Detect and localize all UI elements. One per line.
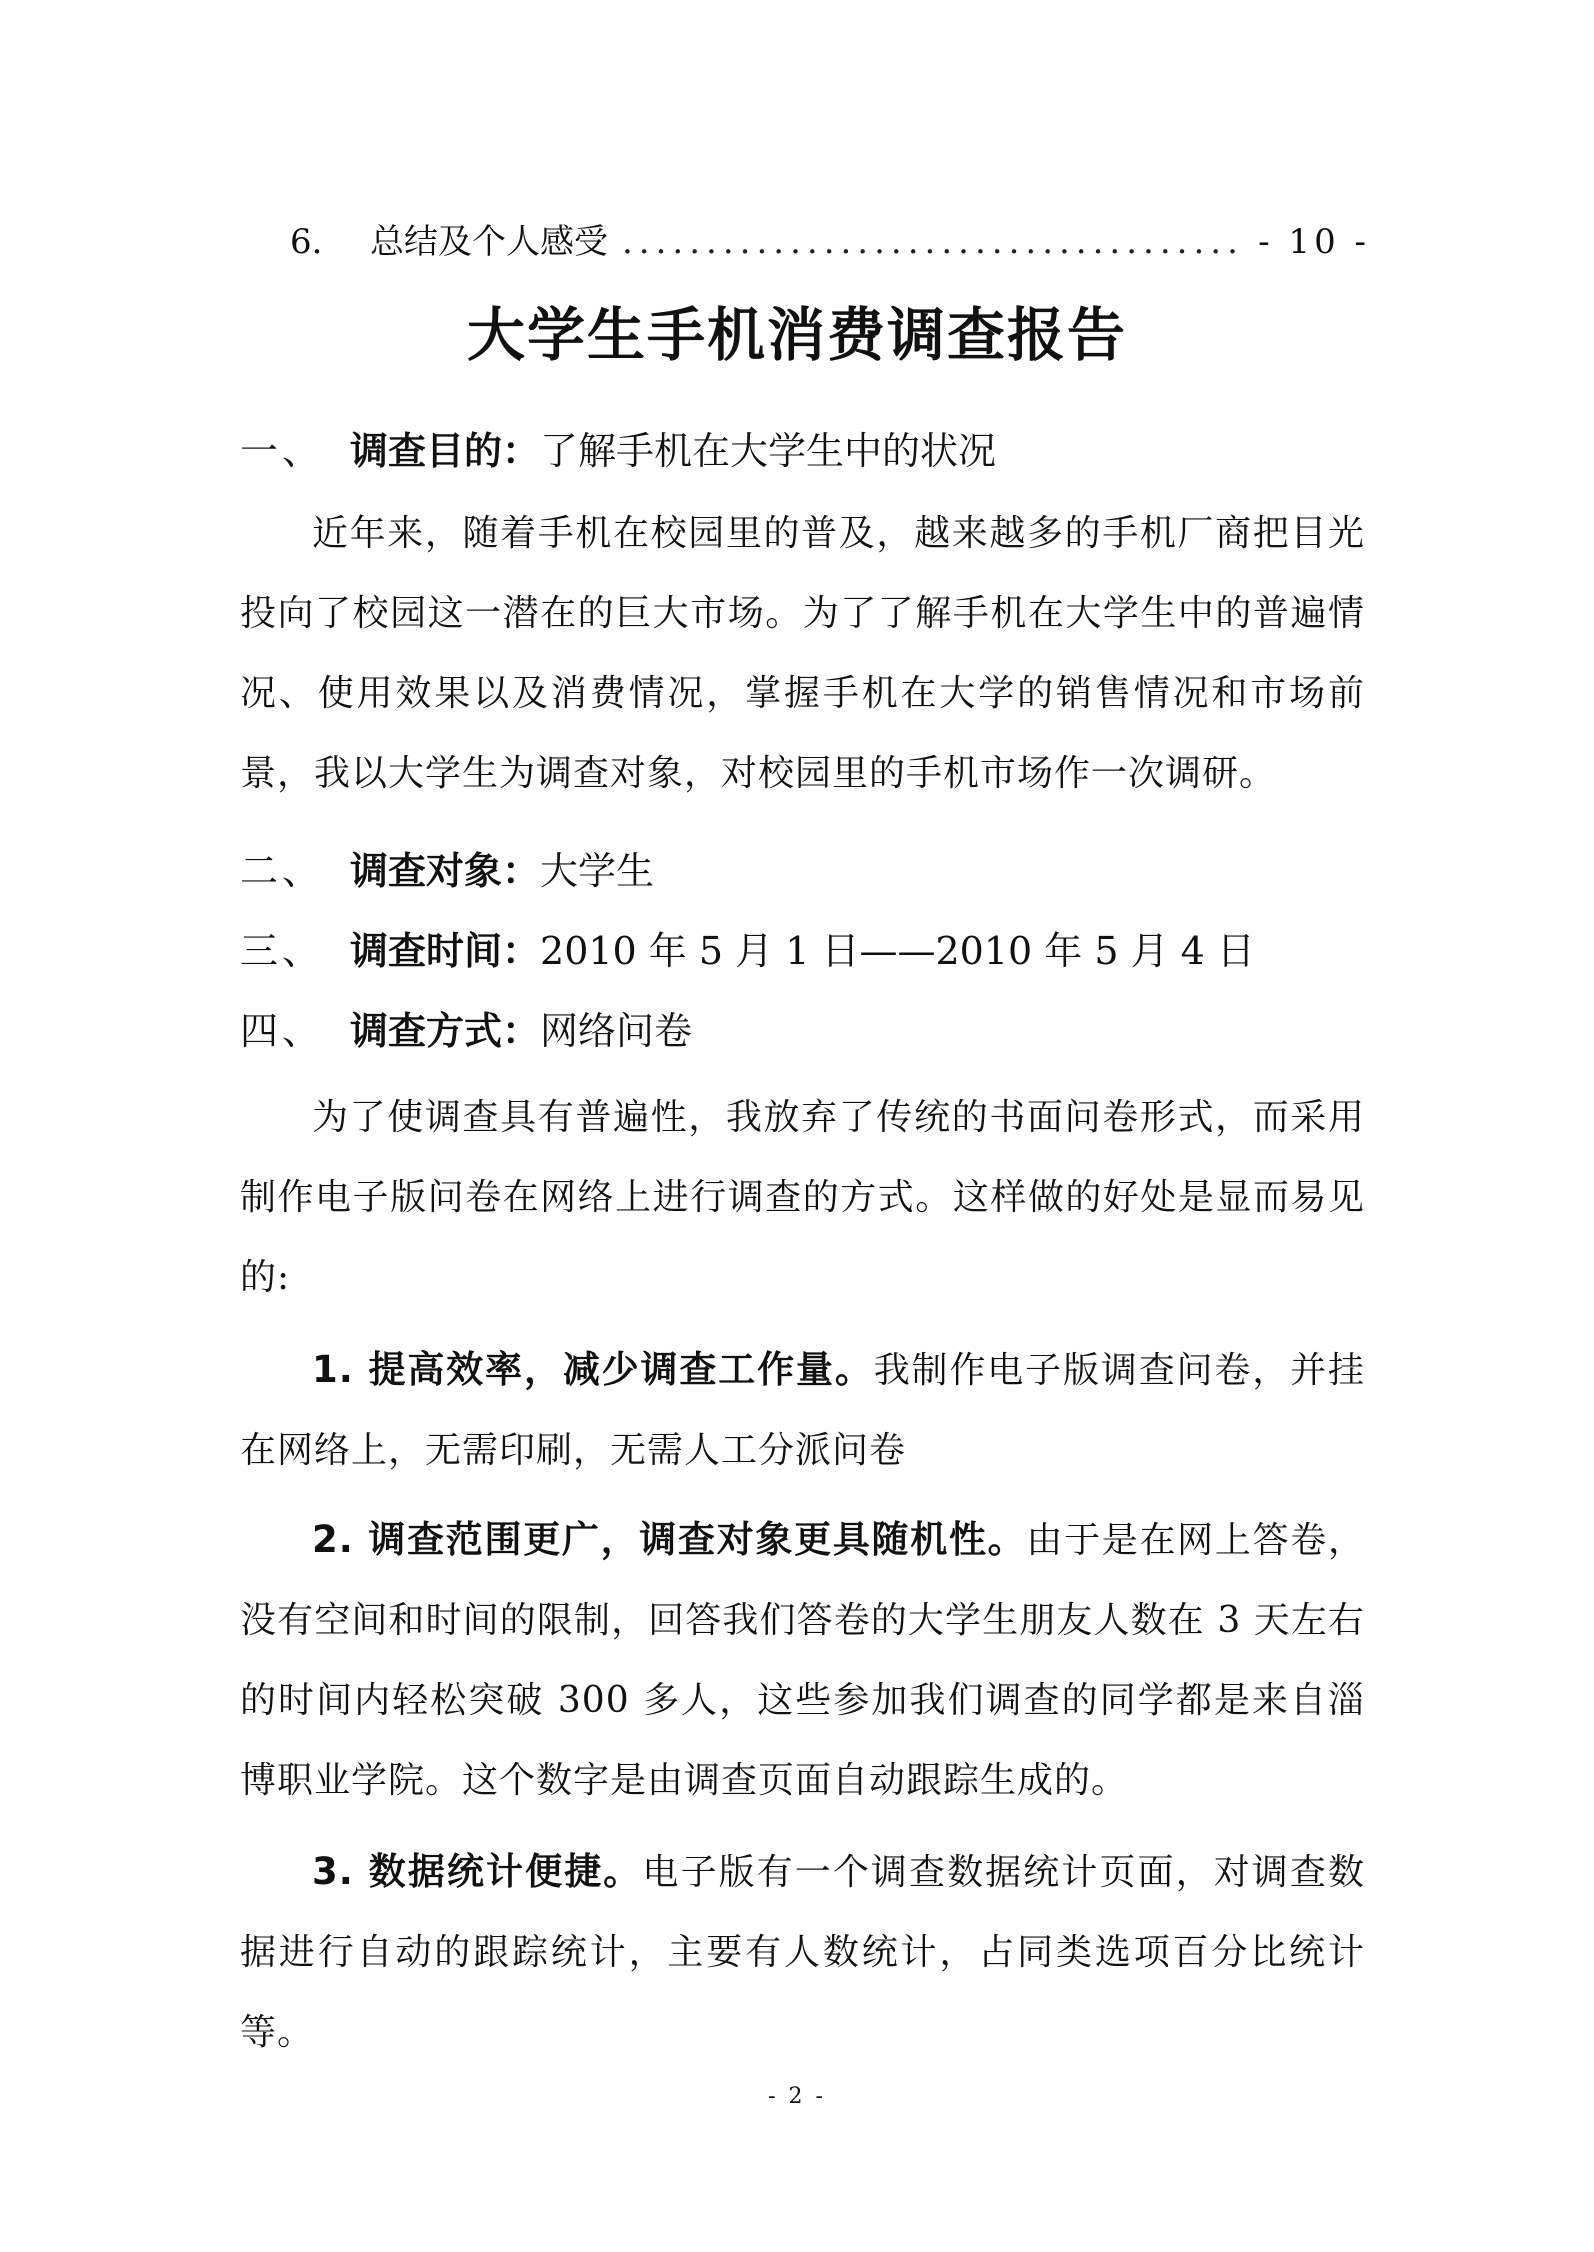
section-heading-purpose [240,420,996,475]
document-title: 大学生手机消费调查报告 [466,301,1127,369]
point-statistics [240,1832,1365,2073]
section-number: 一、 [240,429,325,473]
toc-entry[interactable] [290,214,1370,263]
section-number: 二、 [240,849,325,893]
section-label: 调查目的： [350,429,541,473]
purpose-paragraph: 近年来，随着手机在校园里的普及，越来越多的手机厂商把目光投向了校园这一潜在的巨大市场。为了了解手机在大学生中的普遍情况、使用效果以及消费情况，掌握手机在大学的销售情况和市场前景，我以大学生为调查对象，对校园里的手机市场作一次调研。 [240,513,1365,794]
point-text: 电子版有一个调查数据统计页面，对调查数据进行自动的跟踪统计，主要有人数统计，占同类选项百分比统计等。 [240,1852,1365,2053]
section-label: 调查时间： [350,929,541,973]
method-paragraph: 为了使调查具有普遍性，我放弃了传统的书面问卷形式，而采用制作电子版问卷在网络上进行调查的方式。这样做的好处是显而易见的: [240,1097,1365,1298]
section-heading-method [240,1000,692,1055]
section-value: 网络问卷 [540,1009,693,1053]
section-value: 大学生 [540,849,655,893]
section-label: 调查方式： [350,1009,541,1053]
toc-label: 总结及个人感受 [370,222,608,262]
point-lead: 3. 数据统计便捷。 [312,1850,643,1893]
page-number: - 2 - [768,2084,826,2109]
section-value: 了解手机在大学生中的状况 [540,429,997,473]
point-lead: 1. 提高效率，减少调查工作量。 [312,1348,874,1391]
toc-page-number: - 10 - [1258,222,1370,262]
point-text: 由于是在网上答卷，没有空间和时间的限制，回答我们答卷的大学生朋友人数在 3 天左右的时间内轻松突破 300 多人，这些参加我们调查的同学都是来自淄博职业学院。这个数字是由调查页面自动跟踪生成的。 [240,1520,1365,1801]
point-efficiency [240,1330,1365,1491]
toc-number: 6. [290,222,323,262]
section-label: 调查对象： [350,849,541,893]
toc-leader-dots [622,222,1244,262]
section-number: 四、 [240,1009,325,1053]
section-heading-time [240,920,1255,975]
point-lead: 2. 调查范围更广，调查对象更具随机性。 [312,1518,1027,1561]
point-text: 我制作电子版调查问卷，并挂在网络上，无需印刷，无需人工分派问卷 [240,1350,1365,1471]
section-heading-subject [240,840,654,895]
section-number: 三、 [240,929,325,973]
point-scope [240,1500,1365,1821]
section-value: 2010 年 5 月 1 日——2010 年 5 月 4 日 [540,929,1255,973]
